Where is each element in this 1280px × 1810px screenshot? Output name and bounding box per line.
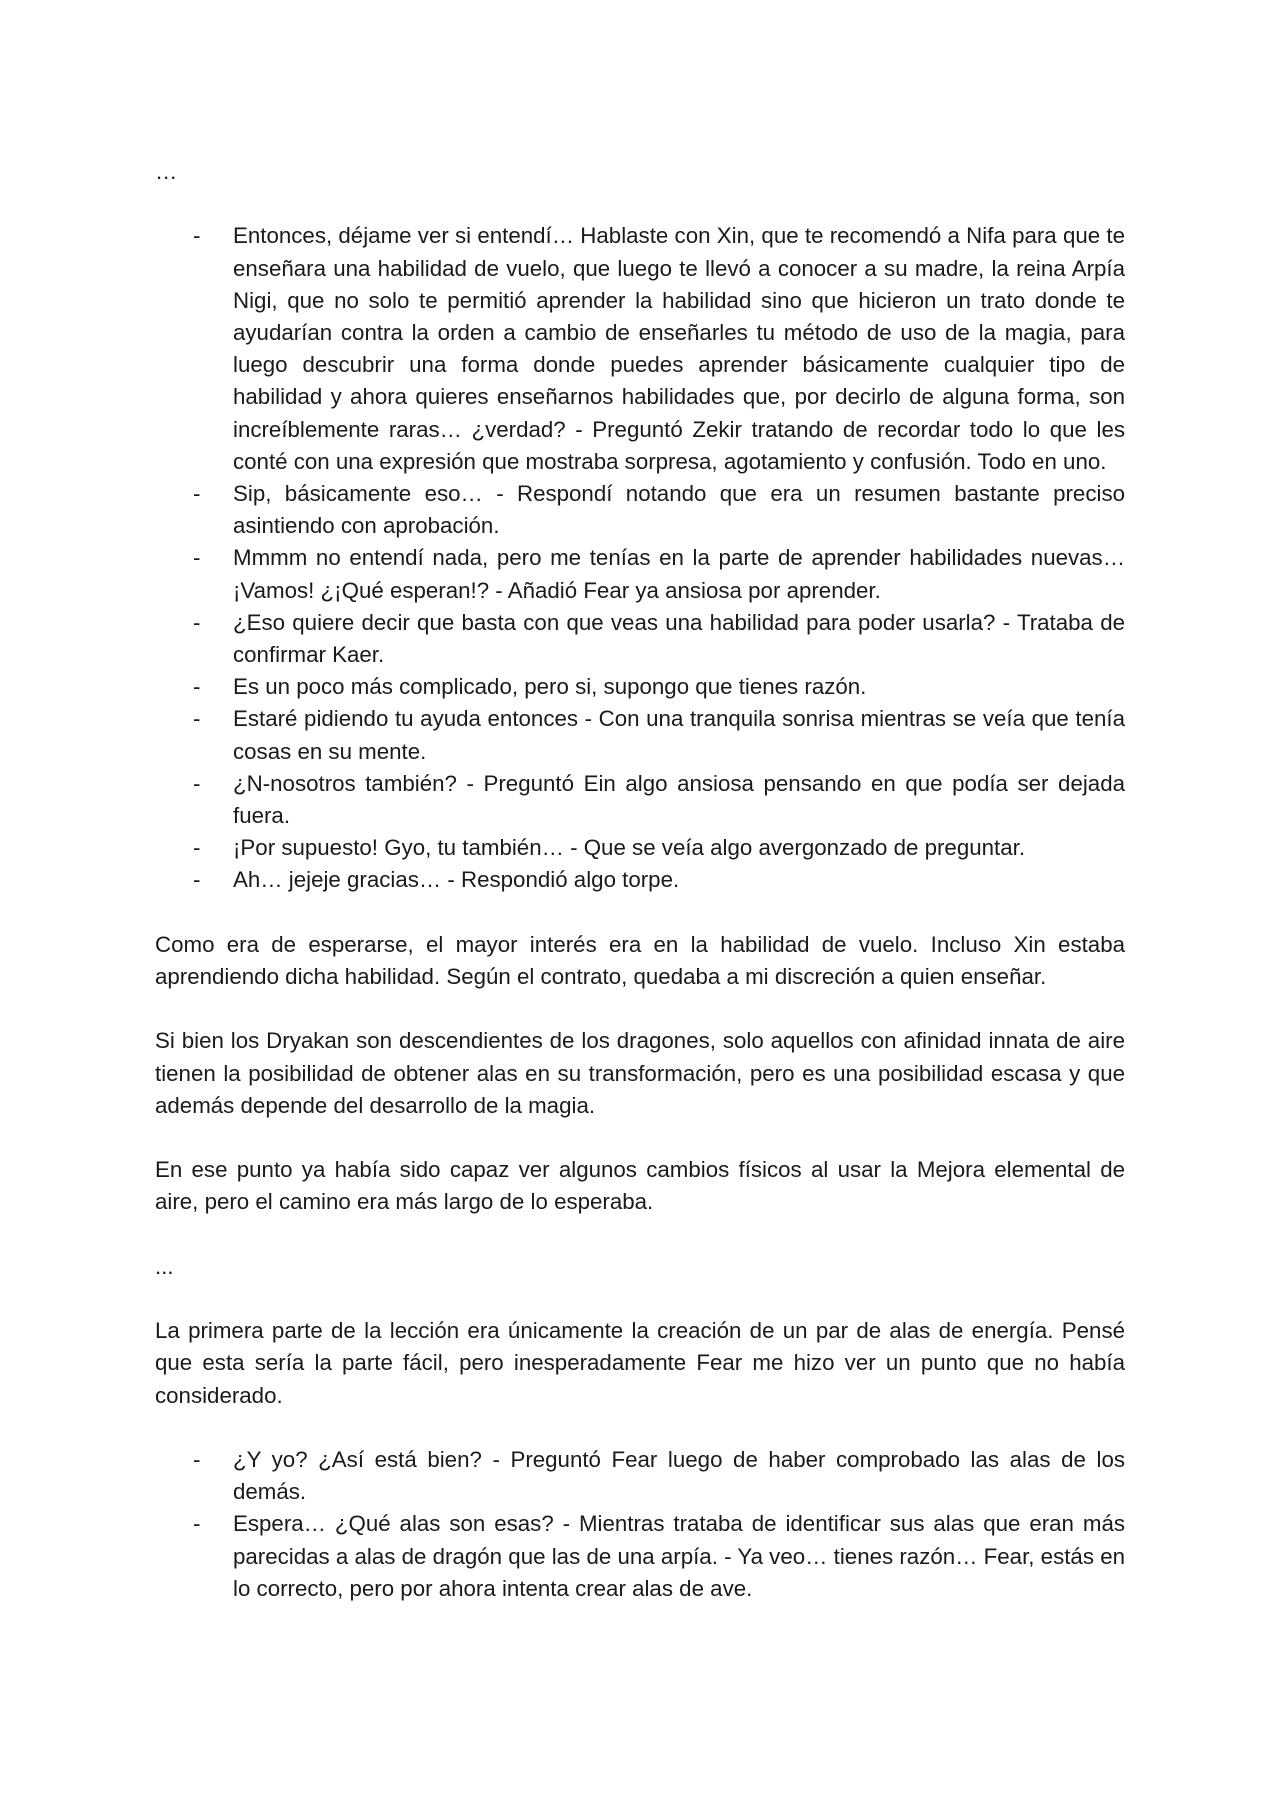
dialogue-line: - Sip, básicamente eso… - Respondí notando que era un resumen bastante preciso asintiendo con aprobación. (155, 478, 1125, 542)
narrative-paragraph: Como era de esperarse, el mayor interés era en la habilidad de vuelo. Incluso Xin estaba aprendiendo dicha habilidad. Según el contrato, quedaba a mi discreción a quien enseñar. (155, 931, 1125, 990)
narrative-paragraph: En ese punto ya había sido capaz ver algunos cambios físicos al usar la Mejora elemental de aire, pero el camino era más largo de lo esperaba. (155, 1157, 1125, 1215)
section-separator-top: … (155, 159, 178, 184)
spacer (155, 993, 1125, 1025)
spacer (155, 1412, 1125, 1444)
dialogue-line: - ¿Eso quiere decir que basta con que veas una habilidad para poder usarla? - Trataba de confirmar Kaer. (155, 607, 1125, 671)
dialogue-line: - ¡Por supuesto! Gyo, tu también… - Que se veía algo avergonzado de preguntar. (155, 832, 1125, 864)
dialogue-line: - Espera… ¿Qué alas son esas? - Mientras trataba de identificar sus alas que eran más parecidas a alas de dragón que las de una arpía. - Ya veo… tienes razón… Fear, estás en lo correcto, pero por ahora intenta crear alas de ave. (155, 1508, 1125, 1605)
spacer (155, 1219, 1125, 1251)
dialogue-line: - ¿Y yo? ¿Así está bien? - Preguntó Fear luego de haber comprobado las alas de los demás. (155, 1444, 1125, 1508)
section-separator-mid: ... (155, 1253, 174, 1279)
narrative-paragraph: Si bien los Dryakan son descendientes de los dragones, solo aquellos con afinidad innata de aire tienen la posibilidad de obtener alas en su transformación, pero es una posibilidad escasa y que además depende del desarrollo de la magia. (155, 1028, 1125, 1118)
dialogue-list-2 (155, 1444, 1125, 1605)
dialogue-line: - Es un poco más complicado, pero si, supongo que tienes razón. (155, 671, 1125, 703)
dialogue-list-1 (155, 220, 1125, 896)
spacer (155, 897, 1125, 929)
spacer (155, 188, 1125, 220)
dialogue-line: - Estaré pidiendo tu ayuda entonces - Con una tranquila sonrisa mientras se veía que tenía cosas en su mente. (155, 703, 1125, 767)
dialogue-line: - Mmmm no entendí nada, pero me tenías en la parte de aprender habilidades nuevas… ¡Vamos! ¿¡Qué esperan!? - Añadió Fear ya ansiosa por aprender. (155, 542, 1125, 606)
spacer (155, 1283, 1125, 1315)
narrative-paragraph: La primera parte de la lección era únicamente la creación de un par de alas de energía. Pensé que esta sería la parte fácil, pero inesperadamente Fear me hizo ver un punto que no había considerado. (155, 1318, 1125, 1408)
spacer (155, 1122, 1125, 1154)
dialogue-line: - ¿N-nosotros también? - Preguntó Ein algo ansiosa pensando en que podía ser dejada fuera. (155, 768, 1125, 832)
dialogue-line: - Entonces, déjame ver si entendí… Hablaste con Xin, que te recomendó a Nifa para que te enseñara una habilidad de vuelo, que luego te llevó a conocer a su madre, la reina Arpía Nigi, que no solo te permitió aprender la habilidad sino que hicieron un trato donde te ayudarían contra la orden a cambio de enseñarles tu método de uso de la magia, para luego descubrir una forma donde puedes aprender básicamente cualquier tipo de habilidad y ahora quieres enseñarnos habilidades que, por decirlo de alguna forma, son increíblemente raras… ¿verdad? - Preguntó Zekir tratando de recordar todo lo que les conté con una expresión que mostraba sorpresa, agotamiento y confusión. Todo en uno. (155, 220, 1125, 478)
dialogue-line: - Ah… jejeje gracias… - Respondió algo torpe. (155, 864, 1125, 896)
